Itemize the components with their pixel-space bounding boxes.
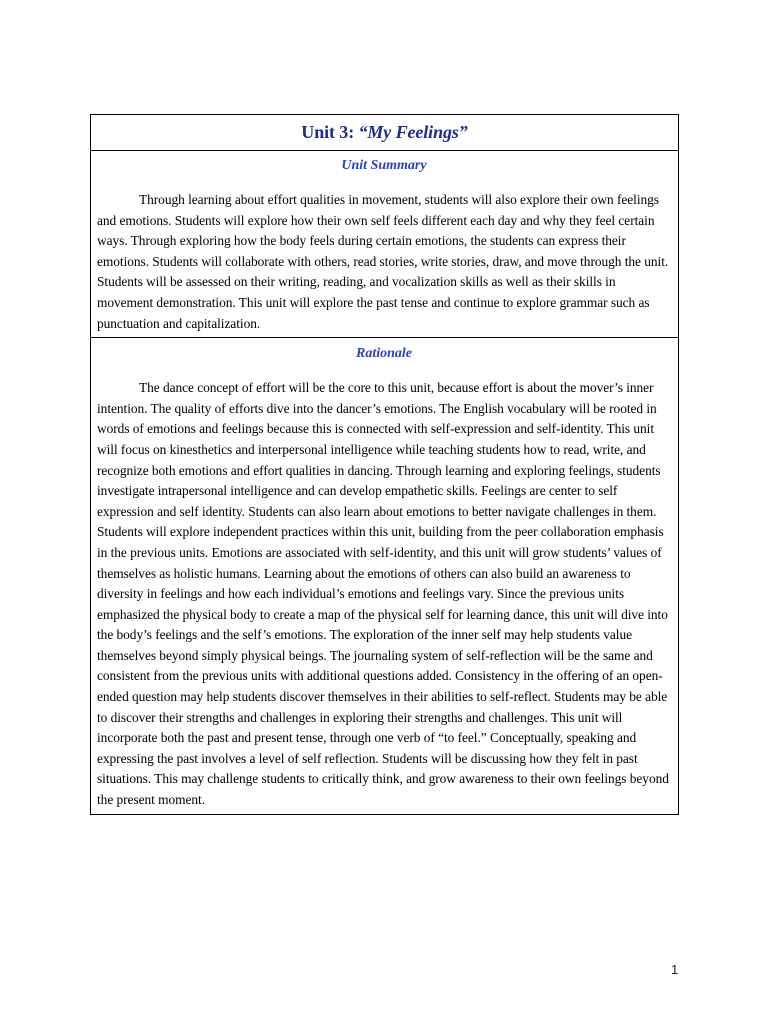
- unit-title-name: “My Feelings”: [358, 122, 468, 142]
- unit-title: [301, 122, 467, 143]
- title-row: [91, 115, 678, 150]
- unit-table: [90, 114, 679, 815]
- rationale-heading: Rationale: [355, 346, 412, 362]
- unit-title-prefix: Unit 3:: [301, 122, 359, 142]
- page-number: 1: [671, 962, 679, 977]
- unit-summary-section: [91, 150, 678, 337]
- unit-summary-heading: Unit Summary: [341, 158, 427, 173]
- unit-summary-text: Through learning about effort qualities in movement, students will also explore their own feelings and emotions. Students will explore how their own self feels different each day and why they feel certain ways. Through exploring how the body feels during certain emotions, the students can express their emotions. Students will collaborate with others, read stories, write stories, draw, and move through the unit. Students will be assessed on their writing, reading, and vocalization skills as well as their skills in movement demonstration. This unit will explore the past tense and continue to explore grammar such as punctuation and capitalization.: [97, 192, 669, 331]
- rationale-text: The dance concept of effort will be the core to this unit, because effort is about the mover’s inner intention. The quality of efforts dive into the dancer’s emotions. The English vocabulary will be rooted in words of emotions and feelings because this is connected with self-expression and self-identity. This unit will focus on kinesthetics and interpersonal intelligence while teaching students how to read, write, and recognize both emotions and effort qualities in dancing. Through learning and exploring feelings, students investigate intrapersonal intelligence and can develop empathetic skills. Feelings are center to self expression and self identity. Students can also learn about emotions to better navigate challenges in them. Students will explore independent practices within this unit, building from the peer collaboration emphasis in the previous units. Emotions are associated with self-identity, and this unit will grow students’ values of themselves as holistic humans. Learning about the emotions of others can also build an awareness to diversity in feelings and how each individual’s emotions and feelings vary. Since the previous units emphasized the physical body to create a map of the physical self for learning dance, this unit will dive into the body’s feelings and the self’s emotions. The exploration of the inner self may help students value themselves beyond simply physical beings. The journaling system of self-reflection will be the same and consistent from the previous units with additional questions added. Consistency in the offering of an open-ended question may help students discover themselves in their abilities to self-reflect. Students may be able to discover their strengths and challenges in exploring their strengths and challenges. This unit will incorporate both the past and present tense, through one verb of “to feel.” Conceptually, speaking and expressing the past involves a level of self reflection. Students will be discussing how they felt in past situations. This may challenge students to critically think, and grow awareness to their own feelings beyond the present moment.: [97, 380, 669, 808]
- rationale-section: [91, 337, 678, 813]
